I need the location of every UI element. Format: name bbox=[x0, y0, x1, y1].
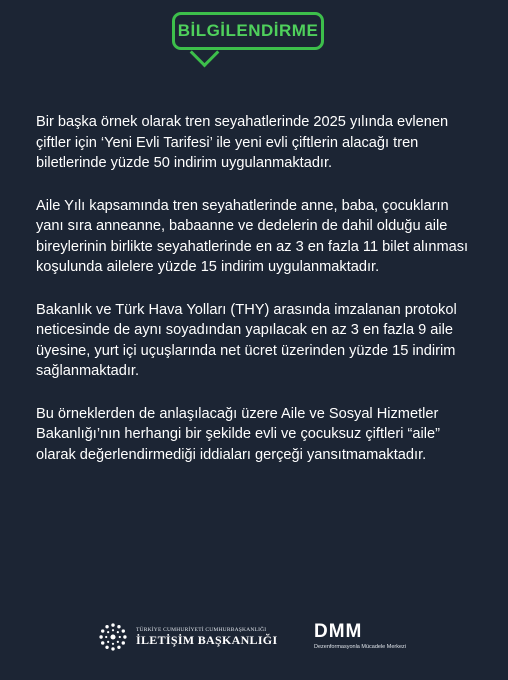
footer bbox=[0, 618, 508, 680]
communications-directorate-logo bbox=[96, 620, 277, 654]
dmm-logo bbox=[314, 622, 406, 650]
paragraph-4: Bu örneklerden de anlaşılacağı üzere Aile ve Sosyal Hizmetler Bakanlığı’nın herhangi bir şekilde evli ve çocuksuz çiftleri “aile” olarak değerlendirmediği iddiaları gerçeği yansıtmamaktadır. bbox=[36, 405, 440, 463]
info-badge-box bbox=[172, 12, 324, 50]
emblem-icon bbox=[96, 620, 130, 654]
dmm-subtitle: Dezenformasyonla Mücadele Merkezi bbox=[314, 644, 407, 650]
org-subtitle: TÜRKİYE CUMHURİYETİ CUMHURBAŞKANLIĞI bbox=[136, 626, 267, 633]
info-badge-label: BİLGİLENDİRME bbox=[177, 21, 319, 40]
paragraph-1: Bir başka örnek olarak tren seyahatlerinde 2025 yılında evlenen çiftler için ‘Yeni Evli Tarifesi’ ile yeni evli çiftlerin alacağı tren biletlerinde yüzde 50 indirim uygulanmaktadır. bbox=[36, 114, 449, 171]
paragraph-3: Bakanlık ve Türk Hava Yolları (THY) arasında imzalanan protokol neticesinde de aynı soyadından yapılacak en az 3 en fazla 9 aile üyesine, yurt içi uçuşlarında net ücret üzerinden yüzde 15 indirim sağlanmaktadır. bbox=[36, 301, 457, 379]
org-name: İLETİŞİM BAŞKANLIĞI bbox=[136, 632, 278, 647]
info-badge bbox=[172, 12, 332, 68]
dmm-wordmark: DMM bbox=[314, 621, 363, 642]
article-body bbox=[36, 112, 476, 487]
paragraph-2: Aile Yılı kapsamında tren seyahatlerinde anne, baba, çocukların yanı sıra anneanne, babaanne ve dedelerin de dahil olduğu aile bireylerinin birlikte seyahatlerinde en az 3 en fazla 11 bilet alınması koşulunda ailelere yüzde 15 indirim uygulanmaktadır. bbox=[36, 197, 469, 275]
